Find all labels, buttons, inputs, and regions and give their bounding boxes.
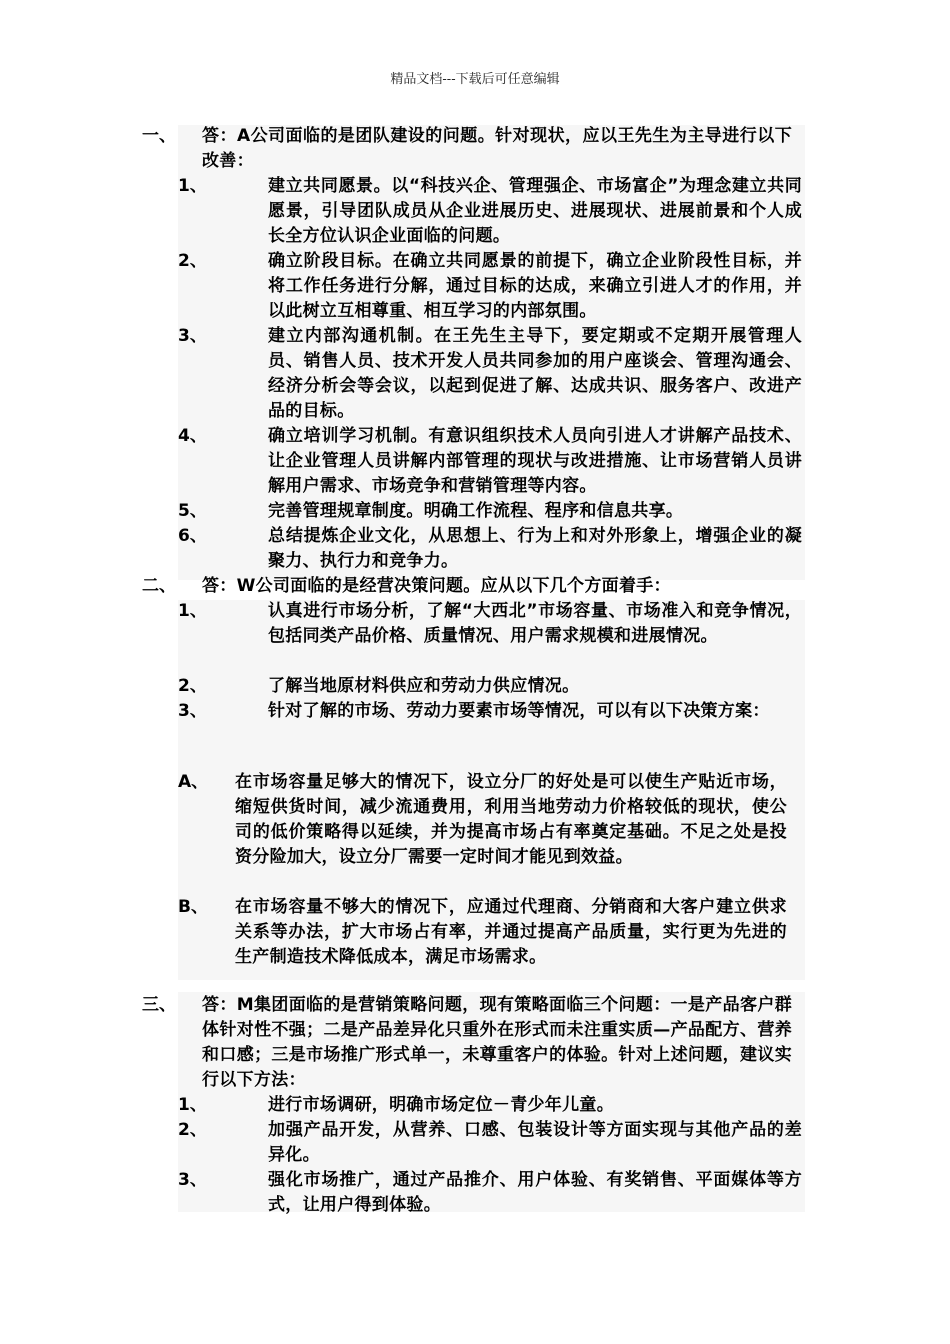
item-number: 1、	[178, 1095, 207, 1115]
item-number: 3、	[178, 701, 207, 721]
item-text: 确立阶段目标。在确立共同愿景的前提下，确立企业阶段性目标，并将工作任务进行分解，通过目标的达成，来确立引进人才的作用，并以此树立互相尊重、相互学习的内部氛围。	[268, 251, 802, 321]
option-text: 在市场容量不够大的情况下，应通过代理商、分销商和大客户建立供求关系等办法，扩大市场占有率，并通过提高产品质量，实行更为先进的生产制造技术降低成本，满足市场需求。	[235, 897, 787, 967]
section-intro: 答：M集团面临的是营销策略问题，现有策略面临三个问题：一是产品客户群体针对性不强；二是产品差异化只重外在形式而未注重实质—产品配方、营养和口感；三是市场推广形式单一，未尊重客户的体验。针对上述问题，建议实行以下方法：	[202, 995, 792, 1090]
item-number: 5、	[178, 501, 207, 521]
option-label: B、	[178, 897, 208, 917]
item-number: 2、	[178, 1120, 207, 1140]
section-number: 一、	[142, 126, 176, 146]
item-number: 1、	[178, 176, 207, 196]
section-number: 三、	[142, 995, 176, 1015]
section-intro: 答：A公司面临的是团队建设的问题。针对现状，应以王先生为主导进行以下改善：	[202, 126, 792, 171]
section-intro: 答：W公司面临的是经营决策问题。应从以下几个方面着手：	[202, 576, 671, 596]
item-text: 强化市场推广，通过产品推介、用户体验、有奖销售、平面媒体等方式，让用户得到体验。	[268, 1170, 802, 1215]
page-header: 精品文档---下载后可任意编辑	[390, 72, 560, 87]
item-number: 2、	[178, 676, 207, 696]
option-label: A、	[178, 772, 209, 792]
item-text: 建立共同愿景。以“科技兴企、管理强企、市场富企”为理念建立共同愿景，引导团队成员从企业进展历史、进展现状、进展前景和个人成长全方位认识企业面临的问题。	[268, 176, 802, 246]
item-text: 针对了解的市场、劳动力要素市场等情况，可以有以下决策方案：	[268, 701, 770, 721]
item-text: 建立内部沟通机制。在王先生主导下，要定期或不定期开展管理人员、销售人员、技术开发人员共同参加的用户座谈会、管理沟通会、经济分析会等会议，以起到促进了解、达成共识、服务客户、改进产品的目标。	[268, 326, 802, 421]
item-number: 3、	[178, 1170, 207, 1190]
item-number: 2、	[178, 251, 207, 271]
item-text: 总结提炼企业文化，从思想上、行为上和对外形象上，增强企业的凝聚力、执行力和竞争力。	[268, 526, 802, 571]
option-text: 在市场容量足够大的情况下，设立分厂的好处是可以使生产贴近市场，缩短供货时间，减少流通费用，利用当地劳动力价格较低的现状，使公司的低价策略得以延续，并为提高市场占有率奠定基础。不足之处是投资分险加大，设立分厂需要一定时间才能见到效益。	[235, 772, 787, 867]
item-text: 认真进行市场分析，了解“大西北”市场容量、市场准入和竞争情况，包括同类产品价格、质量情况、用户需求规模和进展情况。	[268, 601, 802, 646]
item-number: 4、	[178, 426, 207, 446]
item-text: 完善管理规章制度。明确工作流程、程序和信息共享。	[268, 501, 684, 521]
item-text: 确立培训学习机制。有意识组织技术人员向引进人才讲解产品技术、让企业管理人员讲解内部管理的现状与改进措施、让市场营销人员讲解用户需求、市场竞争和营销管理等内容。	[268, 426, 802, 496]
item-number: 3、	[178, 326, 207, 346]
item-text: 了解当地原材料供应和劳动力供应情况。	[268, 676, 580, 696]
section-number: 二、	[142, 576, 176, 596]
item-text: 进行市场调研，明确市场定位－青少年儿童。	[268, 1095, 614, 1115]
item-text: 加强产品开发，从营养、口感、包装设计等方面实现与其他产品的差异化。	[268, 1120, 802, 1165]
item-number: 6、	[178, 526, 207, 546]
item-number: 1、	[178, 601, 207, 621]
